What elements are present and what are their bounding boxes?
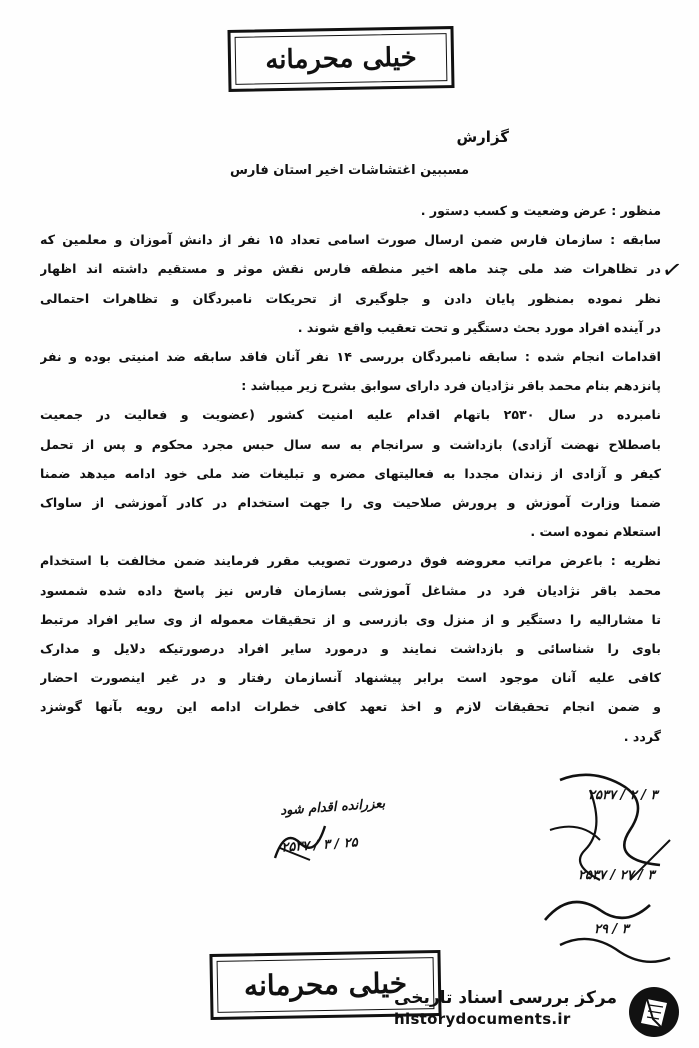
archive-logo-icon bbox=[627, 985, 681, 1039]
body-line: کیفر و آزادی از زندان مجددا به فعالیتهای مضره و تبلیغات ضد ملی خود ادامه میدهد ضمنا bbox=[40, 465, 661, 481]
body-line: ضمنا وزارت آموزش و پرورش صلاحیت وی را جهت استخدام در کادر آموزشی از ساواک bbox=[40, 495, 661, 511]
handwritten-date-right-1: ۳ / ۲ / ۲۵۳۷ bbox=[588, 788, 658, 803]
body-line: نظر نموده بمنظور پایان دادن و جلوگیری از تحریکات نامبردگان و تظاهرات احتمالی bbox=[40, 290, 661, 306]
body-line: اقدامات انجام شده : سابقه نامبردگان بررسی ۱۴ نفر آنان فاقد سابقه ضد امنیتی بوده و نفر bbox=[40, 349, 661, 365]
body-line: تا مشارالیه را دستگیر و از منزل وی بازرسی و از تحقیقات معموله از وی سایر افراد مرتبط bbox=[40, 611, 661, 627]
body-line: نظریه : باعرض مراتب معروضه فوق درصورت تصویب مقرر فرمایند ضمن مخالفت با استخدام bbox=[40, 553, 661, 569]
body-line: در تظاهرات ضد ملی چند ماهه اخیر منطقه فارس نقش موثر و مستقیم داشته اند اظهار bbox=[40, 261, 661, 277]
body-line: نامبرده در سال ۲۵۳۰ باتهام اقدام علیه امنیت کشور (عضویت و فعالیت در جمعیت bbox=[40, 407, 661, 423]
body-line: در آینده افراد مورد بحث دستگیر و تحت تعقیب واقع شوند . bbox=[297, 319, 661, 335]
report-subtitle: مسببین اغتشاشات اخیر استان فارس bbox=[229, 163, 469, 178]
body-line: کافی علیه آنان موجود است برابر پیشنهاد آنسازمان رفتار و در غیر اینصورت احضار bbox=[40, 670, 661, 686]
handwritten-date-right-2: ۳ / ۲۷ / ۲۵۳۷ bbox=[578, 868, 655, 883]
body-line: گردد . bbox=[623, 728, 661, 744]
body-line: سابقه : سازمان فارس ضمن ارسال صورت اسامی تعداد ۱۵ نفر از دانش آموزان و معلمین که bbox=[40, 232, 661, 248]
footer-org-name: مرکز بررسی اسناد تاریخی bbox=[394, 988, 617, 1008]
body-line: باوی را شناسائی و بازداشت نمایند و درمورد سایر افراد درصورتیکه دلایل و مدارک bbox=[40, 641, 661, 657]
handwritten-date: ۲۵ / ۳ / ۲۵۳۷ bbox=[280, 835, 359, 856]
body-line: محمد باقر نژادیان فرد در مشاغل آموزشی بسازمان فارس نیز پاسخ داده شده شمسود bbox=[40, 582, 661, 598]
classification-stamp-top bbox=[227, 26, 454, 92]
body-line: و ضمن انجام تحقیقات لازم و اخذ تعهد کافی خطرات ادامه این رویه بآنها گوشزد bbox=[40, 699, 661, 715]
stamp-inner-border bbox=[235, 33, 448, 85]
body-line: پانزدهم بنام محمد باقر نژادیان فرد دارای سوابق بشرح زیر میباشد : bbox=[241, 378, 661, 394]
signature-scribble-left bbox=[270, 818, 330, 868]
stamp-text: خیلی محرمانه bbox=[243, 966, 408, 1003]
body-line: باصطلاح نهضت آزادی) بازداشت و سرانجام به سه سال حبس مجرد محکوم و پس از تحمل bbox=[40, 436, 661, 452]
report-title: گزارش bbox=[456, 128, 509, 146]
footer-website: historydocuments.ir bbox=[394, 1010, 571, 1028]
body-line: استعلام نموده است . bbox=[530, 524, 661, 540]
check-mark-icon: ✓ bbox=[659, 254, 685, 286]
handwritten-date-right-3: ۳ / ۲۹ bbox=[594, 922, 629, 937]
stamp-text: خیلی محرمانه bbox=[265, 42, 417, 76]
handwritten-instruction: بعزرانده اقدام شود bbox=[279, 796, 386, 819]
body-line: منظور : عرض وضعیت و کسب دستور . bbox=[420, 203, 661, 218]
report-body bbox=[40, 196, 661, 751]
footer-watermark bbox=[394, 988, 617, 1028]
